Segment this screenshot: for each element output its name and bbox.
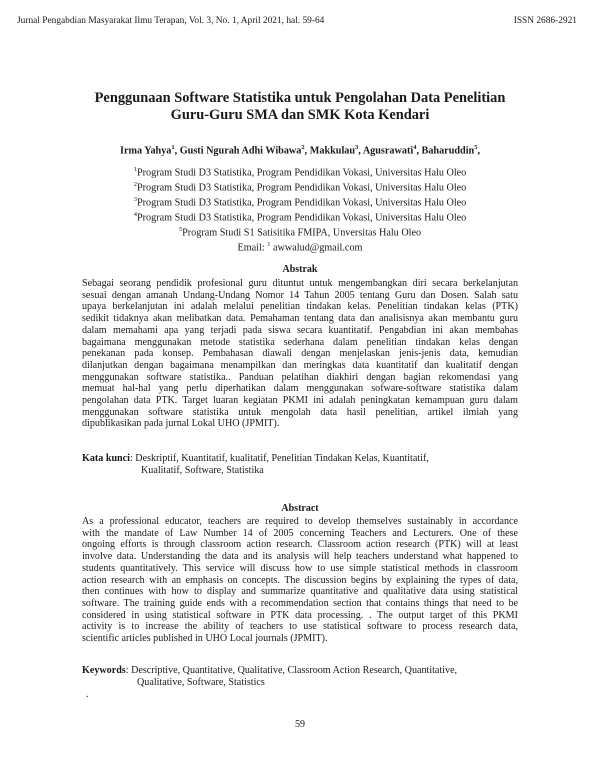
affiliation-line: $^5$Program Studi S1 Satisitika FMIPA, Unversitas Halu Oleo <box>178 226 422 239</box>
affiliation-line: $^2$Program Studi D3 Statistika, Program Pendidikan Vokasi, Universitas Halu Oleo <box>133 181 467 194</box>
author-name: Baharuddin <box>421 145 475 157</box>
text-line: software. The training guide ends with a recommendation section that contains things that need to be <box>82 597 518 609</box>
text-line: pengolahan data PTK. Target luaran kegiatan PKMI ini adalah peningkatan kemampuan guru dalam <box>82 395 518 407</box>
affiliation-list <box>60 164 540 255</box>
kata-kunci-label: Kata kunci <box>82 453 130 464</box>
text-line: bagaimana menggunakan metode statistika sederhana dalam penelitian tindakan kelas dengan <box>82 336 518 348</box>
text-line: penekanan pada konsep. Pembahasan diawali dengan menjelaskan jenis-jenis data, kemudian <box>82 348 518 360</box>
abstract-heading: Abstract <box>281 503 319 514</box>
kata-kunci: Kata kunci: Deskriptif, Kuantitatif, kualitatif, Penelitian Tindakan Kelas, Kuantitatif, Kualitatif, Software, Statistika <box>82 453 429 476</box>
text-line: dipublikasikan pada jurnal Lokal UHO (JPMIT). <box>82 418 280 430</box>
abstrak-heading: Abstrak <box>282 264 318 275</box>
author-name: Agusrawati <box>362 145 414 157</box>
text-line: scientific articles published in UHO Local journals (JPMIT). <box>82 633 328 645</box>
title-line-1: Penggunaan Software Statistika untuk Pengolahan Data Penelitian <box>94 90 506 106</box>
text-line: considered in using statistical software in PTK data processing. . The output target of this PKMI <box>82 609 518 621</box>
title-line-2: Guru-Guru SMA dan SMK Kota Kendari <box>170 107 430 123</box>
text-line: dalam memahami apa yang terjadi pada siswa secara kuantitatif. Pengabdian ini akan membahas <box>82 324 518 336</box>
abstract-body <box>82 516 518 645</box>
author-name: Gusti Ngurah Adhi Wibawa <box>179 145 302 157</box>
text-line: students quantitatively. This service will discuss how to use simple statistical methods in classroom <box>82 562 518 574</box>
abstrak-body <box>82 278 518 430</box>
text-line: sedikit tidaknya akan melibatkan data. Pemahaman tentang data dan analisisnya akan membantu guru <box>82 313 518 325</box>
page-number: 59 <box>295 719 305 730</box>
keywords-label: Keywords <box>82 665 126 676</box>
text-line: action research with an emphasis on concepts. The discussion begins by explaining the types of data, <box>82 574 518 586</box>
author-name: Irma Yahya <box>119 145 172 157</box>
author-list: Irma Yahya$^1$, Gusti Ngurah Adhi Wibawa$^2$, Makkulau$^3$, Agusrawati$^4$, Baharuddin$^5$, <box>119 144 480 157</box>
keywords: Keywords: Descriptive, Quantitative, Qualitative, Classroom Action Research, Quantitative, Qualitative, Software, Statistics <box>82 665 458 688</box>
email-line: Email: $^1$ awwalud@gmail.com <box>237 241 363 254</box>
text-line: menggunakan software statistika.. Panduan pelatihan diakhiri dengan bagian rekomendasi yang <box>82 371 518 383</box>
text-line: then continues with how to display and summarize quantitative and qualitative data using statistical <box>82 586 518 598</box>
text-line: involve data. Understanding the data and its analysis will help teachers understand what happened to <box>82 551 518 563</box>
affiliation-line: $^3$Program Studi D3 Statistika, Program Pendidikan Vokasi, Universitas Halu Oleo <box>133 196 467 209</box>
author-name: Makkulau <box>309 145 356 157</box>
text-line: memuat hal-hal yang perlu diperhatikan dalam menggunakan sofware-software statistika dalam <box>82 383 518 395</box>
text-line: ongoing efforts is through classroom action research. Classroom action research (PTK) will at least <box>82 539 518 551</box>
text-line: sesuai dengan amanah Undang-Undang Nomor 14 Tahun 2005 tentang Guru dan Dosen. Salah satu <box>82 289 518 301</box>
stray-dot: . <box>86 689 89 700</box>
text-line: upaya berkelanjutan ini adalah melalui penelitian tindakan kelas. Penelitian tindakan kelas (PTK) <box>82 301 518 313</box>
issn-header: ISSN 2686-2921 <box>513 16 577 26</box>
journal-header: Jurnal Pengabdian Masyarakat Ilmu Terapan, Vol. 3, No. 1, April 2021, hal. 59-64 <box>17 16 325 26</box>
paper-title <box>60 90 540 124</box>
affiliation-line: $^1$Program Studi D3 Statistika, Program Pendidikan Vokasi, Universitas Halu Oleo <box>133 166 467 179</box>
text-line: activity is to increase the ability of teachers to use statistical software to process research data, <box>82 621 518 633</box>
text-line: As a professional educator, teachers are required to develop themselves sustainably in accordance <box>82 516 518 527</box>
text-line: dilanjutkan dengan bagaimana menampilkan dan meringkas data kuantitatif dan kualitatif dengan <box>82 359 518 371</box>
text-line: menggunakan software statistika untuk mengolah data hasil penelitian, artikel ilmiah yang <box>82 406 518 418</box>
text-line: with the mandate of Law Number 14 of 2005 concerning Teachers and Lecturers. One of these <box>82 527 518 539</box>
text-line: Sebagai seorang pendidik profesional guru dituntut untuk mengembangkan diri secara berkelanjutan <box>82 278 518 289</box>
affiliation-line: $^4$Program Studi D3 Statistika, Program Pendidikan Vokasi, Universitas Halu Oleo <box>133 211 467 224</box>
